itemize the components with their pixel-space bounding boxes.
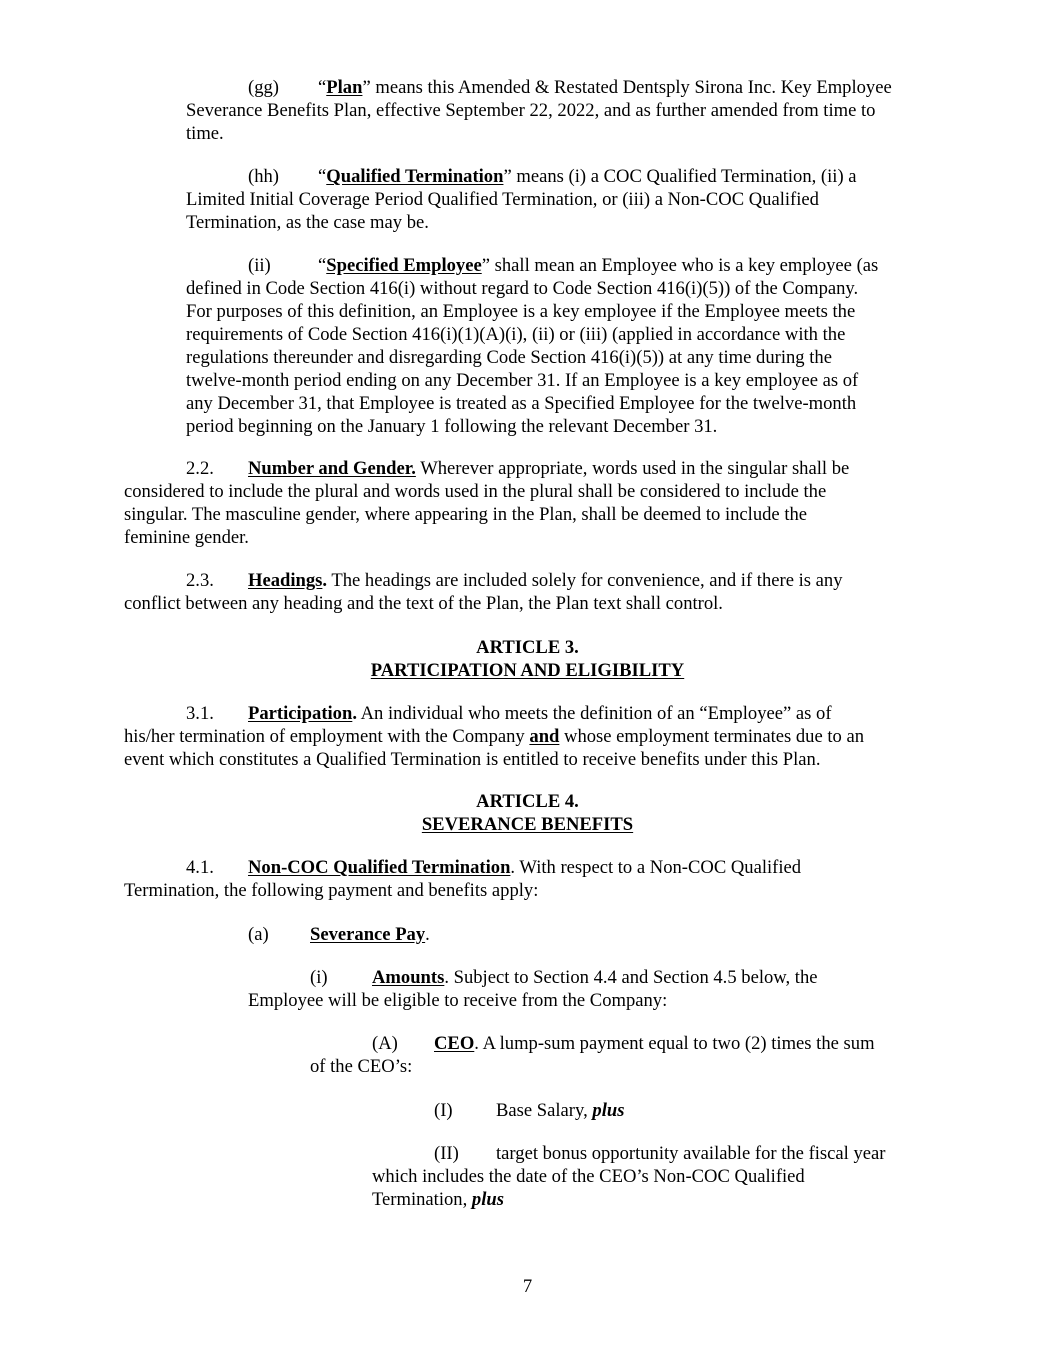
definition-gg: (gg) “Plan” means this Amended & Restated Dentsply Sirona Inc. Key Employee Severance Benefits Plan, effective September 22, 2022, and as further amended from time to time. [186,77,892,144]
article-4-heading [0,790,1055,836]
heading-ceo: CEO [434,1033,475,1054]
marker-i: (i) [310,967,328,988]
item-I: (I) Base Salary, plus [434,1100,625,1121]
page-number: 7 [522,1276,533,1297]
section-number-2-3: 2.3. [186,570,214,591]
term-plan: Plan [326,77,363,98]
term-qualified-termination: Qualified Termination [326,166,504,187]
article-4-title: SEVERANCE BENEFITS [421,814,634,835]
heading-non-coc-qualified-termination: Non-COC Qualified Termination [248,857,511,878]
item-II: (II) target bonus opportunity available for the fiscal year which includes the date of the CEO’s Non-COC Qualified Termination, plus [372,1143,886,1210]
term-specified-employee: Specified Employee [326,255,482,276]
emphasis-plus: plus [471,1189,504,1210]
section-number-3-1: 3.1. [186,703,214,724]
heading-participation: Participation [248,703,353,724]
marker-gg: (gg) [248,77,279,98]
section-3-1: 3.1. Participation. An individual who meets the definition of an “Employee” as of his/her termination of employment with the Company and whose employment terminates due to an event which constitutes a Qualified Termination is entitled to receive benefits under this Plan. [124,703,865,770]
marker-a: (a) [248,924,269,945]
definition-ii: (ii) “Specified Employee” shall mean an Employee who is a key employee (as defined in Code Section 416(i) without regard to Code Section 416(i)(5)) of the Company. For purposes of this definition, an Employee is a key employee if the Employee meets the requirements of Code Section 416(i)(1)(A)(i), (ii) or (iii) (applied in accordance with the regulations thereunder and disregarding Code Section 416(i)(5)) at any time during the twelve-month period ending on any December 31. If an Employee is a key employee as of any December 31, that Employee is treated as a Specified Employee for the twelve-month period beginning on the January 1 following the relevant December 31. [186,255,879,437]
marker-II: (II) [434,1143,459,1164]
marker-hh: (hh) [248,166,279,187]
section-number-2-2: 2.2. [186,458,214,479]
heading-severance-pay: Severance Pay [310,924,426,945]
article-4-number: ARTICLE 4. [476,791,579,812]
emphasis-plus: plus [592,1100,625,1121]
heading-headings: Headings [248,570,323,591]
section-4-1-a-i-A: (A) CEO. A lump-sum payment equal to two (2) times the sum of the CEO’s: [310,1033,875,1077]
article-3-heading [0,636,1055,682]
article-3-title: PARTICIPATION AND ELIGIBILITY [370,660,685,681]
heading-amounts: Amounts [372,967,445,988]
article-3-number: ARTICLE 3. [476,637,579,658]
heading-number-and-gender: Number and Gender. [248,458,416,479]
marker-ii: (ii) [248,255,271,276]
section-4-1-a-i: (i) Amounts. Subject to Section 4.4 and Section 4.5 below, the Employee will be eligible to receive from the Company: [248,967,818,1011]
section-4-1: 4.1. Non-COC Qualified Termination. With respect to a Non-COC Qualified Termination, the following payment and benefits apply: [124,857,802,901]
section-2-2: 2.2. Number and Gender. Wherever appropriate, words used in the singular shall be considered to include the plural and words used in the plural shall be considered to include the singular. The masculine gender, where appearing in the Plan, shall be deemed to include the feminine gender. [124,458,850,548]
section-number-4-1: 4.1. [186,857,214,878]
section-2-3: 2.3. Headings. The headings are included solely for convenience, and if there is any conflict between any heading and the text of the Plan, the Plan text shall control. [124,570,843,614]
section-4-1-a: (a) Severance Pay. [248,924,430,945]
marker-I: (I) [434,1100,453,1121]
emphasis-and: and [529,726,560,747]
definition-hh: (hh) “Qualified Termination” means (i) a COC Qualified Termination, (ii) a Limited Initial Coverage Period Qualified Termination, or (iii) a Non-COC Qualified Termination, as the case may be. [186,166,857,233]
marker-A: (A) [372,1033,398,1054]
